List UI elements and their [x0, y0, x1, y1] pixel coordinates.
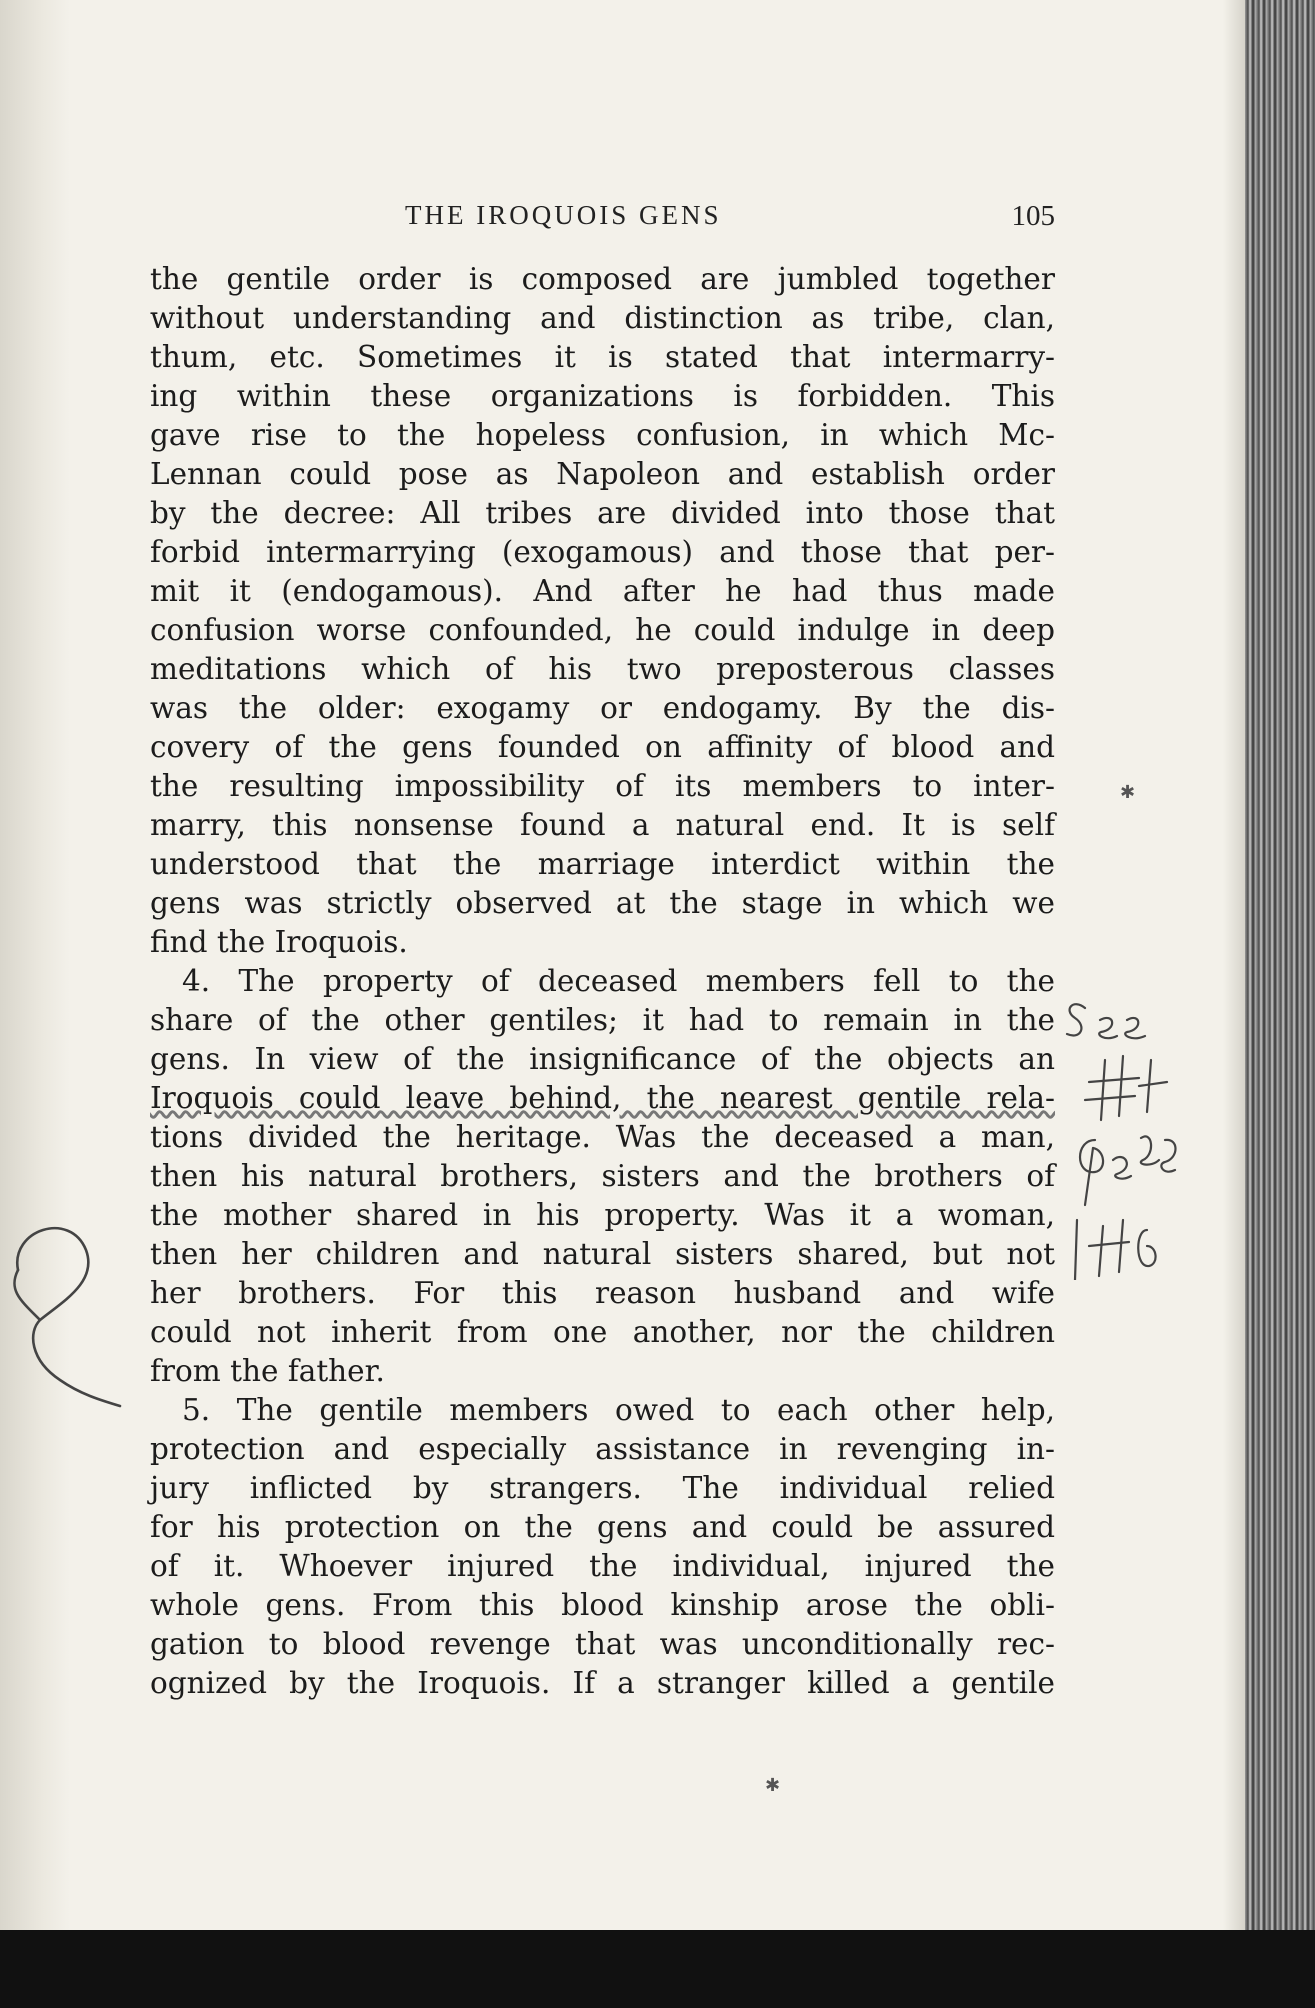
text-line: could not inherit from one another, nor the children — [150, 1315, 1055, 1349]
text-line: without understanding and distinction as tribe, clan, — [150, 301, 1055, 335]
text-line: the resulting impossibility of its members to inter- — [150, 769, 1055, 803]
stray-mark: ✱ — [765, 1775, 781, 1796]
text-line: then his natural brothers, sisters and the brothers of — [150, 1159, 1055, 1193]
running-title: THE IROQUOIS GENS — [405, 200, 722, 230]
text-line: covery of the gens founded on affinity of blood and — [150, 730, 1055, 764]
scan-bottom-edge — [0, 1930, 1315, 2008]
text-line: for his protection on the gens and could be assured — [150, 1510, 1055, 1544]
text-line: understood that the marriage interdict within the — [150, 847, 1055, 881]
text-line: from the father. — [150, 1354, 385, 1388]
handwritten-note-text: See #4 page 146 — [1055, 990, 1064, 991]
text-line: marry, this nonsense found a natural end. It is self — [150, 808, 1055, 842]
text-line: gens was strictly observed at the stage in which we — [150, 886, 1055, 920]
handwritten-mark-text: ? — [0, 1210, 1, 1211]
text-line: her brothers. For this reason husband and wife — [150, 1276, 1055, 1310]
text-line: ing within these organizations is forbidden. This — [150, 379, 1055, 413]
stray-mark: ✱ — [1120, 782, 1136, 803]
text-line: 4. The property of deceased members fell to the — [182, 964, 1055, 998]
text-line: whole gens. From this blood kinship arose the obli- — [150, 1588, 1055, 1622]
handwritten-question-mark — [0, 1210, 140, 1410]
text-line: was the older: exogamy or endogamy. By the dis- — [150, 691, 1055, 725]
text-line: the mother shared in his property. Was it a woman, — [150, 1198, 1055, 1232]
text-line: by the decree: All tribes are divided into those that — [150, 496, 1055, 530]
text-line: the gentile order is composed are jumbled together — [150, 262, 1055, 296]
text-line: find the Iroquois. — [150, 925, 408, 959]
text-line: then her children and natural sisters shared, but not — [150, 1237, 1055, 1271]
text-line: confusion worse confounded, he could indulge in deep — [150, 613, 1055, 647]
text-line: tions divided the heritage. Was the deceased a man, — [150, 1120, 1055, 1154]
page-number: 105 — [1011, 200, 1055, 232]
text-line: share of the other gentiles; it had to remain in the — [150, 1003, 1055, 1037]
text-line: gation to blood revenge that was unconditionally rec- — [150, 1627, 1055, 1661]
text-line: protection and especially assistance in revenging in- — [150, 1432, 1055, 1466]
body-text — [150, 260, 1055, 1703]
text-line: meditations which of his two preposterous classes — [150, 652, 1055, 686]
text-line: thum, etc. Sometimes it is stated that intermarry- — [150, 340, 1055, 374]
handwritten-margin-note — [1055, 990, 1185, 1280]
text-line: ognized by the Iroquois. If a stranger killed a gentile — [150, 1666, 1055, 1700]
text-line: Lennan could pose as Napoleon and establish order — [150, 457, 1055, 491]
running-header — [150, 200, 1055, 244]
text-line: of it. Whoever injured the individual, injured the — [150, 1549, 1055, 1583]
text-line: jury inflicted by strangers. The individual relied — [150, 1471, 1055, 1505]
text-line: mit it (endogamous). And after he had thus made — [150, 574, 1055, 608]
page-left-shadow — [0, 0, 70, 2008]
text-line: 5. The gentile members owed to each other help, — [182, 1393, 1055, 1427]
text-line: forbid intermarrying (exogamous) and those that per- — [150, 535, 1055, 569]
text-line-underlined: Iroquois could leave behind, the nearest gentile rela- — [150, 1081, 1055, 1115]
text-line: gens. In view of the insignificance of the objects an — [150, 1042, 1055, 1076]
text-line: gave rise to the hopeless confusion, in which Mc- — [150, 418, 1055, 452]
book-binding — [1245, 0, 1315, 1930]
binding-shadow — [1223, 0, 1245, 1930]
